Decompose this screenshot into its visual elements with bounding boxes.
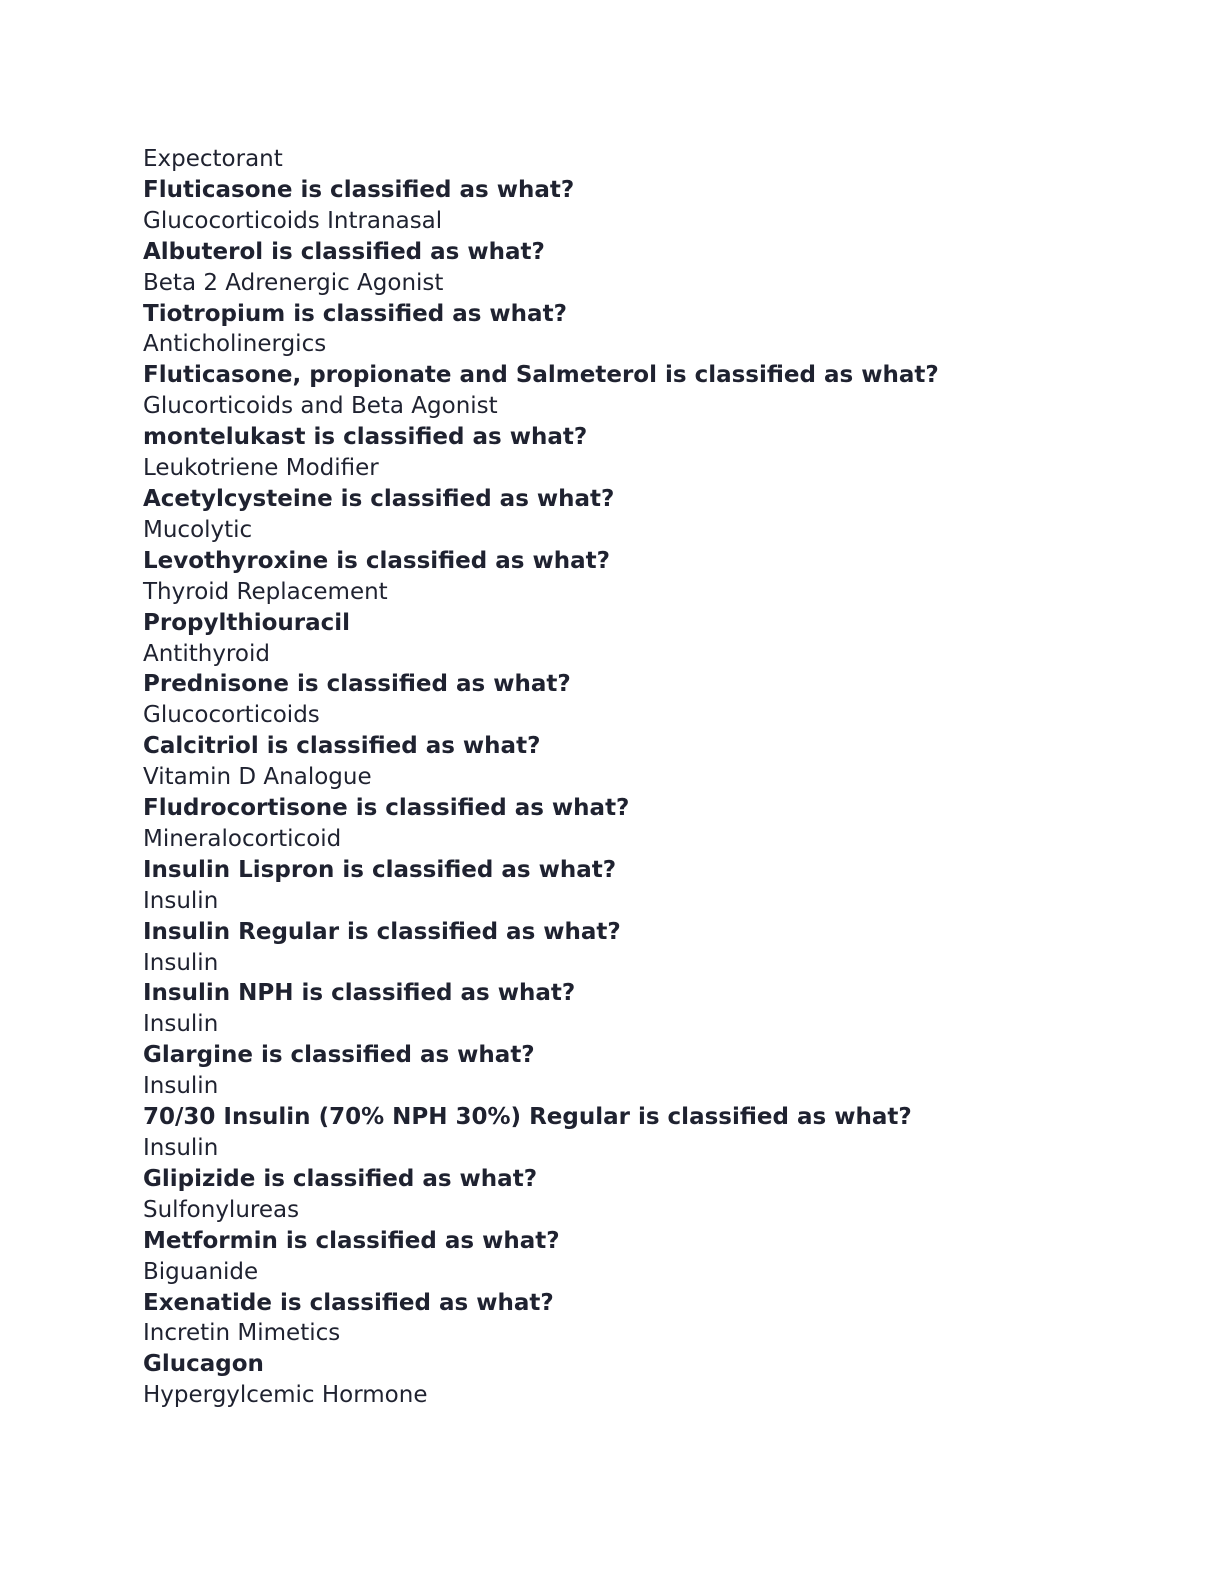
question-line: Exenatide is classified as what?: [143, 1289, 554, 1316]
question-line: Propylthiouracil: [143, 609, 351, 636]
answer-line: Biguanide: [143, 1258, 259, 1285]
answer-line: Mucolytic: [143, 516, 253, 543]
question-line: Prednisone is classified as what?: [143, 671, 571, 698]
question-line: Acetylcysteine is classified as what?: [143, 485, 615, 512]
question-line: Fluticasone, propionate and Salmeterol is classified as what?: [143, 362, 939, 389]
question-line: Tiotropium is classified as what?: [143, 300, 567, 327]
question-line: Insulin Regular is classified as what?: [143, 918, 621, 945]
answer-line: Insulin: [143, 1073, 219, 1100]
answer-line: Leukotriene Modifier: [143, 455, 379, 482]
answer-line: Beta 2 Adrenergic Agonist: [143, 269, 444, 296]
answer-line: Antithyroid: [143, 640, 270, 667]
answer-line: Expectorant: [143, 146, 283, 172]
question-line: Levothyroxine is classified as what?: [143, 547, 610, 574]
answer-line: Insulin: [143, 1011, 219, 1038]
answer-line: Insulin: [143, 1135, 219, 1161]
answer-line: Glucocorticoids: [143, 702, 320, 729]
answer-line: Glucorticoids and Beta Agonist: [143, 393, 498, 420]
answer-line: Vitamin D Analogue: [143, 764, 372, 791]
question-line: Glucagon: [143, 1351, 264, 1378]
answer-line: Glucocorticoids Intranasal: [143, 207, 443, 234]
answer-line: Insulin: [143, 887, 219, 914]
question-line: montelukast is classified as what?: [143, 424, 588, 451]
question-line: Fludrocortisone is classified as what?: [143, 795, 630, 822]
answer-line: Incretin Mimetics: [143, 1320, 341, 1347]
question-line: Insulin Lispron is classified as what?: [143, 856, 617, 883]
document-page: [143, 144, 1143, 1411]
question-line: Insulin NPH is classified as what?: [143, 980, 576, 1007]
answer-line: Anticholinergics: [143, 331, 327, 358]
question-line: 70/30 Insulin (70% NPH 30%) Regular is classified as what?: [143, 1104, 912, 1131]
answer-line: Thyroid Replacement: [143, 578, 388, 605]
answer-line: Sulfonylureas: [143, 1196, 300, 1223]
question-line: Calcitriol is classified as what?: [143, 733, 541, 760]
answer-line: Hypergylcemic Hormone: [143, 1382, 428, 1409]
answer-line: Insulin: [143, 949, 219, 976]
question-line: Albuterol is classified as what?: [143, 238, 545, 265]
question-line: Glipizide is classified as what?: [143, 1165, 538, 1192]
question-line: Glargine is classified as what?: [143, 1042, 535, 1069]
question-line: Fluticasone is classified as what?: [143, 176, 575, 203]
answer-line: Mineralocorticoid: [143, 825, 342, 852]
question-line: Metformin is classified as what?: [143, 1227, 560, 1254]
